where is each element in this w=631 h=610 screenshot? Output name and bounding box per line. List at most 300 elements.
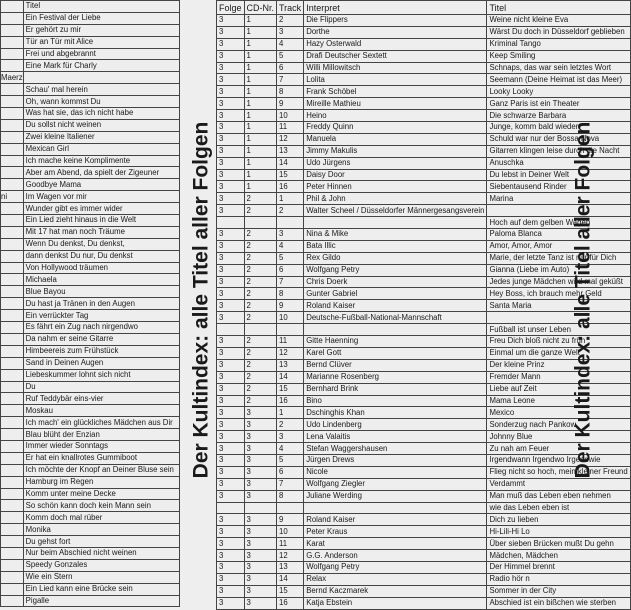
folge-cell: 3 xyxy=(217,407,245,419)
left-title-cell: Pigalle xyxy=(23,595,179,607)
interpret-cell: Jürgen Drews xyxy=(304,454,487,466)
interpret-cell: Willi Millowitsch xyxy=(304,62,487,74)
interpret-cell: Peter Hinnen xyxy=(304,181,487,193)
left-marker-cell xyxy=(1,310,24,322)
left-row xyxy=(1,36,180,48)
folge-cell: 3 xyxy=(217,347,245,359)
track-cell: 11 xyxy=(277,122,304,134)
cd-nr-cell: 1 xyxy=(244,181,277,193)
left-row xyxy=(1,238,180,250)
left-marker-cell xyxy=(1,179,24,191)
left-row xyxy=(1,369,180,381)
left-title-cell: Ich mach' ein glückliches Mädchen aus Dir xyxy=(23,417,179,429)
cd-nr-cell: 2 xyxy=(244,359,277,371)
interpret-cell: Freddy Quinn xyxy=(304,122,487,134)
track-cell: 11 xyxy=(277,336,304,348)
interpret-cell: Bernhard Brink xyxy=(304,383,487,395)
left-row xyxy=(1,226,180,238)
track-cell: 10 xyxy=(277,312,304,324)
cd-nr-cell: 1 xyxy=(244,133,277,145)
left-title-cell: Du sollst nicht weinen xyxy=(23,119,179,131)
interpret-cell: Hazy Osterwald xyxy=(304,38,487,50)
left-marker-cell xyxy=(1,512,24,524)
interpret-cell: Bata Illic xyxy=(304,240,487,252)
left-title-cell: Du xyxy=(23,381,179,393)
interpret-cell: Lena Valaitis xyxy=(304,431,487,443)
track-cell: 13 xyxy=(277,145,304,157)
titel-cell: Mädchen, Mädchen xyxy=(487,550,630,562)
left-marker-cell xyxy=(1,215,24,227)
left-row xyxy=(1,559,180,571)
titel-cell: Flieg nicht so hoch, mein kleiner Freund xyxy=(487,466,630,478)
cd-nr-cell: 3 xyxy=(244,419,277,431)
left-title-cell: Michaela xyxy=(23,274,179,286)
titel-cell: Sommer in der City xyxy=(487,585,630,597)
left-title-cell: Mit 17 hat man noch Träume xyxy=(23,226,179,238)
left-row xyxy=(1,274,180,286)
interpret-cell: Jimmy Makulis xyxy=(304,145,487,157)
interpret-cell: Lolita xyxy=(304,74,487,86)
track-cell: 1 xyxy=(277,193,304,205)
titel-cell: Johnny Blue xyxy=(487,431,630,443)
interpret-cell: Nina & Mike xyxy=(304,229,487,241)
left-row xyxy=(1,155,180,167)
cd-nr-cell: 2 xyxy=(244,300,277,312)
left-marker-cell xyxy=(1,108,24,120)
left-marker-cell xyxy=(1,298,24,310)
left-title-cell: Oh, wann kommst Du xyxy=(23,96,179,108)
titel-cell: Irgendwann Irgendwo Irgendwie xyxy=(487,454,630,466)
track-cell: 10 xyxy=(277,526,304,538)
left-row xyxy=(1,381,180,393)
left-row xyxy=(1,464,180,476)
cd-nr-cell: 2 xyxy=(244,347,277,359)
titel-cell: Dich zu lieben xyxy=(487,514,630,526)
cd-nr-cell: 3 xyxy=(244,597,277,609)
left-title-cell: Goodbye Mama xyxy=(23,179,179,191)
cd-nr-cell: 2 xyxy=(244,193,277,205)
cd-nr-cell: 3 xyxy=(244,526,277,538)
left-marker-cell xyxy=(1,476,24,488)
cd-nr-cell: 1 xyxy=(244,169,277,181)
left-row xyxy=(1,60,180,72)
left-title-cell: Blau blüht der Enzian xyxy=(23,429,179,441)
track-cell: 6 xyxy=(277,264,304,276)
folge-cell: 3 xyxy=(217,145,245,157)
left-title-cell: Liebeskummer lohnt sich nicht xyxy=(23,369,179,381)
left-row xyxy=(1,108,180,120)
track-cell: 15 xyxy=(277,169,304,181)
left-title-cell: Er gehört zu mir xyxy=(23,24,179,36)
folge-cell: 3 xyxy=(217,550,245,562)
track-cell: 9 xyxy=(277,98,304,110)
left-row xyxy=(1,12,180,24)
titel-cell: Du lebst in Deiner Welt xyxy=(487,169,630,181)
vertical-title-right xyxy=(568,0,598,600)
left-title-cell: Blue Bayou xyxy=(23,286,179,298)
titel-cell: Der Himmel brennt xyxy=(487,561,630,573)
track-cell: 7 xyxy=(277,276,304,288)
left-row xyxy=(1,488,180,500)
folge-cell: 3 xyxy=(217,240,245,252)
left-row xyxy=(1,333,180,345)
interpret-cell: Daisy Door xyxy=(304,169,487,181)
left-title-cell: Eine Mark für Charly xyxy=(23,60,179,72)
titel-cell: Gitarren klingen leise durch die Nacht xyxy=(487,145,630,157)
cd-nr-cell: 3 xyxy=(244,585,277,597)
left-title-cell: Er hat ein knallrotes Gummiboot xyxy=(23,452,179,464)
left-title-cell: Titel xyxy=(23,1,179,13)
cd-nr-cell: 3 xyxy=(244,561,277,573)
folge-cell: 3 xyxy=(217,193,245,205)
titel-cell: Wärst Du doch in Düsseldorf geblieben xyxy=(487,26,630,38)
cd-nr-cell: 2 xyxy=(244,229,277,241)
left-marker-cell xyxy=(1,429,24,441)
track-cell: 10 xyxy=(277,110,304,122)
cd-nr-cell: 1 xyxy=(244,62,277,74)
folge-cell: 3 xyxy=(217,122,245,134)
folge-cell: 3 xyxy=(217,538,245,550)
left-marker-cell xyxy=(1,84,24,96)
interpret-cell: Gitte Haenning xyxy=(304,336,487,348)
left-title-cell: Komm unter meine Decke xyxy=(23,488,179,500)
folge-cell: 3 xyxy=(217,383,245,395)
folge-cell: 3 xyxy=(217,205,245,217)
left-title-cell: Es fährt ein Zug nach nirgendwo xyxy=(23,322,179,334)
interpret-cell: Udo Jürgens xyxy=(304,157,487,169)
track-cell: 16 xyxy=(277,181,304,193)
titel-cell: Hey Boss, ich brauch mehr Geld xyxy=(487,288,630,300)
header-track: Track xyxy=(277,1,304,15)
left-row xyxy=(1,179,180,191)
interpret-cell: Mireille Mathieu xyxy=(304,98,487,110)
left-marker-cell xyxy=(1,238,24,250)
cd-nr-cell: 3 xyxy=(244,538,277,550)
left-title-cell: Wie ein Stern xyxy=(23,571,179,583)
track-cell: 2 xyxy=(277,419,304,431)
left-marker-cell xyxy=(1,203,24,215)
left-marker-cell xyxy=(1,322,24,334)
left-title-cell: Ich möchte der Knopf an Deiner Bluse sein xyxy=(23,464,179,476)
folge-cell: 3 xyxy=(217,478,245,490)
cd-nr-cell: 2 xyxy=(244,336,277,348)
left-marker-cell xyxy=(1,96,24,108)
titel-cell: Freu Dich bloß nicht zu früh xyxy=(487,336,630,348)
interpret-cell: Marianne Rosenberg xyxy=(304,371,487,383)
left-title-list xyxy=(0,0,180,607)
left-row xyxy=(1,512,180,524)
left-marker-cell xyxy=(1,155,24,167)
track-cell: 3 xyxy=(277,26,304,38)
vertical-title-text: Der Kultindex: alle Titel aller Folgen xyxy=(189,121,213,479)
track-cell xyxy=(277,217,304,229)
interpret-cell: Dorthe xyxy=(304,26,487,38)
interpret-cell: Manuela xyxy=(304,133,487,145)
cd-nr-cell: 3 xyxy=(244,466,277,478)
interpret-cell: Heino xyxy=(304,110,487,122)
left-row xyxy=(1,262,180,274)
interpret-cell: Frank Schöbel xyxy=(304,86,487,98)
folge-cell: 3 xyxy=(217,312,245,324)
titel-cell: wie das Leben eben ist xyxy=(487,502,630,514)
left-row xyxy=(1,417,180,429)
interpret-cell: Bino xyxy=(304,395,487,407)
cd-nr-cell: 3 xyxy=(244,478,277,490)
left-row xyxy=(1,500,180,512)
left-row xyxy=(1,429,180,441)
left-row xyxy=(1,143,180,155)
cd-nr-cell: 1 xyxy=(244,122,277,134)
titel-cell: Schnaps, das war sein letztes Wort xyxy=(487,62,630,74)
track-cell: 8 xyxy=(277,490,304,502)
cd-nr-cell: 3 xyxy=(244,573,277,585)
cd-nr-cell: 3 xyxy=(244,443,277,455)
left-marker-cell xyxy=(1,1,24,13)
folge-cell: 3 xyxy=(217,15,245,27)
track-cell: 8 xyxy=(277,288,304,300)
track-cell: 13 xyxy=(277,561,304,573)
left-marker-cell xyxy=(1,536,24,548)
titel-cell: Man muß das Leben eben nehmen xyxy=(487,490,630,502)
track-cell: 14 xyxy=(277,573,304,585)
interpret-cell: Drafi Deutscher Sextett xyxy=(304,50,487,62)
interpret-cell: Phil & John xyxy=(304,193,487,205)
track-cell: 6 xyxy=(277,466,304,478)
cd-nr-cell xyxy=(244,502,277,514)
folge-cell: 3 xyxy=(217,585,245,597)
cd-nr-cell: 1 xyxy=(244,26,277,38)
folge-cell: 3 xyxy=(217,443,245,455)
interpret-cell: Katja Ebstein xyxy=(304,597,487,609)
left-title-cell: Zwei kleine Italiener xyxy=(23,131,179,143)
track-cell: 9 xyxy=(277,300,304,312)
folge-cell: 3 xyxy=(217,359,245,371)
cd-nr-cell: 1 xyxy=(244,74,277,86)
titel-cell: Mama Leone xyxy=(487,395,630,407)
left-title-cell: Du hast ja Tränen in den Augen xyxy=(23,298,179,310)
track-cell: 7 xyxy=(277,478,304,490)
cd-nr-cell: 2 xyxy=(244,371,277,383)
left-title-cell: Ruf Teddybär eins-vier xyxy=(23,393,179,405)
left-marker-cell xyxy=(1,393,24,405)
left-row xyxy=(1,215,180,227)
left-marker-cell xyxy=(1,333,24,345)
track-cell xyxy=(277,324,304,336)
left-marker-cell xyxy=(1,405,24,417)
interpret-cell: Dschinghis Khan xyxy=(304,407,487,419)
folge-cell: 3 xyxy=(217,526,245,538)
folge-cell: 3 xyxy=(217,157,245,169)
left-title-cell: Ein Lied zieht hinaus in die Welt xyxy=(23,215,179,227)
track-cell: 3 xyxy=(277,229,304,241)
cd-nr-cell: 2 xyxy=(244,205,277,217)
track-cell: 16 xyxy=(277,597,304,609)
left-row xyxy=(1,167,180,179)
interpret-cell: Peter Kraus xyxy=(304,526,487,538)
titel-cell: Verdammt xyxy=(487,478,630,490)
left-title-cell: Schau' mal herein xyxy=(23,84,179,96)
left-marker-cell: ni xyxy=(1,191,24,203)
track-cell: 5 xyxy=(277,454,304,466)
track-cell: 12 xyxy=(277,133,304,145)
cd-nr-cell: 1 xyxy=(244,86,277,98)
titel-cell: Zu nah am Feuer xyxy=(487,443,630,455)
cd-nr-cell: 2 xyxy=(244,240,277,252)
left-marker-cell xyxy=(1,274,24,286)
left-title-cell: Hamburg im Regen xyxy=(23,476,179,488)
left-title-cell: Da nahm er seine Gitarre xyxy=(23,333,179,345)
left-marker-cell xyxy=(1,524,24,536)
left-title-cell: Monika xyxy=(23,524,179,536)
left-row xyxy=(1,571,180,583)
interpret-cell: Karat xyxy=(304,538,487,550)
titel-cell: Marie, der letzte Tanz ist nur für Dich xyxy=(487,252,630,264)
folge-cell: 3 xyxy=(217,336,245,348)
titel-cell: Hoch auf dem gelben Wagen xyxy=(487,217,630,229)
interpret-cell: Wolfgang Petry xyxy=(304,561,487,573)
cd-nr-cell: 2 xyxy=(244,288,277,300)
left-marker-cell xyxy=(1,36,24,48)
folge-cell: 3 xyxy=(217,133,245,145)
cd-nr-cell: 3 xyxy=(244,407,277,419)
left-title-cell: Ein verrückter Tag xyxy=(23,310,179,322)
interpret-cell: G.G. Anderson xyxy=(304,550,487,562)
left-row xyxy=(1,24,180,36)
left-marker-cell xyxy=(1,345,24,357)
left-row xyxy=(1,131,180,143)
interpret-cell: Stefan Waggershausen xyxy=(304,443,487,455)
left-marker-cell xyxy=(1,119,24,131)
titel-cell: Abschied ist ein bißchen wie sterben xyxy=(487,597,630,609)
folge-cell: 3 xyxy=(217,419,245,431)
cd-nr-cell xyxy=(244,324,277,336)
interpret-cell: Roland Kaiser xyxy=(304,514,487,526)
cd-nr-cell: 1 xyxy=(244,145,277,157)
titel-cell: Einmal um die ganze Welt xyxy=(487,347,630,359)
header-cd-nr: CD-Nr. xyxy=(244,1,277,15)
cd-nr-cell: 3 xyxy=(244,550,277,562)
titel-cell: Seemann (Deine Heimat ist das Meer) xyxy=(487,74,630,86)
folge-cell: 3 xyxy=(217,169,245,181)
left-row xyxy=(1,1,180,13)
interpret-cell: Gunter Gabriel xyxy=(304,288,487,300)
cd-nr-cell: 1 xyxy=(244,98,277,110)
track-cell: 12 xyxy=(277,550,304,562)
folge-cell: 3 xyxy=(217,181,245,193)
left-row xyxy=(1,84,180,96)
interpret-cell xyxy=(304,324,487,336)
left-row xyxy=(1,452,180,464)
cd-nr-cell: 2 xyxy=(244,264,277,276)
left-marker-cell xyxy=(1,595,24,607)
left-marker-cell: Maerz xyxy=(1,72,23,82)
left-marker-cell xyxy=(1,143,24,155)
left-marker-cell xyxy=(1,559,24,571)
left-marker-cell xyxy=(1,24,24,36)
track-cell: 5 xyxy=(277,50,304,62)
left-marker-cell xyxy=(1,488,24,500)
left-title-cell: Komm doch mal rüber xyxy=(23,512,179,524)
cd-nr-cell: 1 xyxy=(244,110,277,122)
titel-cell: Keep Smiling xyxy=(487,50,630,62)
vertical-title-left xyxy=(186,0,216,600)
left-row xyxy=(1,357,180,369)
left-marker-cell xyxy=(1,226,24,238)
left-title-cell: So schön kann doch kein Mann sein xyxy=(23,500,179,512)
interpret-cell: Nicole xyxy=(304,466,487,478)
track-cell: 8 xyxy=(277,86,304,98)
interpret-cell: Die Flippers xyxy=(304,15,487,27)
left-title-cell: Wenn Du denkst, Du denkst, xyxy=(23,238,179,250)
interpret-cell: Relax xyxy=(304,573,487,585)
cd-nr-cell: 2 xyxy=(244,252,277,264)
titel-cell: Der kleine Prinz xyxy=(487,359,630,371)
left-title-cell: Ein Lied kann eine Brücke sein xyxy=(23,583,179,595)
folge-cell: 3 xyxy=(217,252,245,264)
left-marker-cell xyxy=(1,48,24,60)
left-row xyxy=(1,547,180,559)
titel-cell: Ganz Paris ist ein Theater xyxy=(487,98,630,110)
cd-nr-cell: 2 xyxy=(244,395,277,407)
cd-nr-cell: 2 xyxy=(244,312,277,324)
interpret-cell: Juliane Werding xyxy=(304,490,487,502)
left-title-cell: Immer wieder Sonntags xyxy=(23,440,179,452)
left-row xyxy=(1,583,180,595)
track-cell: 5 xyxy=(277,252,304,264)
folge-cell xyxy=(217,502,245,514)
left-marker-cell xyxy=(1,464,24,476)
left-title-cell: Ein Festival der Liebe xyxy=(23,12,179,24)
titel-cell: Hi-Lili-Hi Lo xyxy=(487,526,630,538)
cd-nr-cell: 2 xyxy=(244,276,277,288)
track-cell: 6 xyxy=(277,62,304,74)
left-marker-cell xyxy=(1,583,24,595)
titel-cell: Amor, Amor, Amor xyxy=(487,240,630,252)
titel-cell: Liebe auf Zeit xyxy=(487,383,630,395)
folge-cell: 3 xyxy=(217,110,245,122)
folge-cell: 3 xyxy=(217,26,245,38)
track-cell: 15 xyxy=(277,383,304,395)
left-row xyxy=(1,72,180,84)
interpret-cell: Wolfgang Ziegler xyxy=(304,478,487,490)
interpret-cell: Udo Lindenberg xyxy=(304,419,487,431)
track-cell: 16 xyxy=(277,395,304,407)
track-cell: 7 xyxy=(277,74,304,86)
titel-cell: Schuld war nur der Bossa Nova xyxy=(487,133,630,145)
folge-cell: 3 xyxy=(217,264,245,276)
left-row xyxy=(1,595,180,607)
left-marker-cell xyxy=(1,12,24,24)
track-cell: 3 xyxy=(277,431,304,443)
titel-cell: Kriminal Tango xyxy=(487,38,630,50)
track-cell: 11 xyxy=(277,538,304,550)
vertical-title-text: Der Kultindex: alle Titel aller Folgen xyxy=(571,121,595,479)
left-marker-cell xyxy=(1,250,24,262)
folge-cell: 3 xyxy=(217,490,245,502)
track-cell: 15 xyxy=(277,585,304,597)
track-cell: 14 xyxy=(277,157,304,169)
left-row xyxy=(1,322,180,334)
folge-cell: 3 xyxy=(217,466,245,478)
left-marker-cell xyxy=(1,547,24,559)
titel-cell: Paloma Blanca xyxy=(487,229,630,241)
folge-cell: 3 xyxy=(217,300,245,312)
titel-cell: Sonderzug nach Pankow xyxy=(487,419,630,431)
left-row xyxy=(1,345,180,357)
left-title-cell: Von Hollywood träumen xyxy=(23,262,179,274)
header-titel: Titel xyxy=(487,1,630,15)
left-marker-cell xyxy=(1,286,24,298)
